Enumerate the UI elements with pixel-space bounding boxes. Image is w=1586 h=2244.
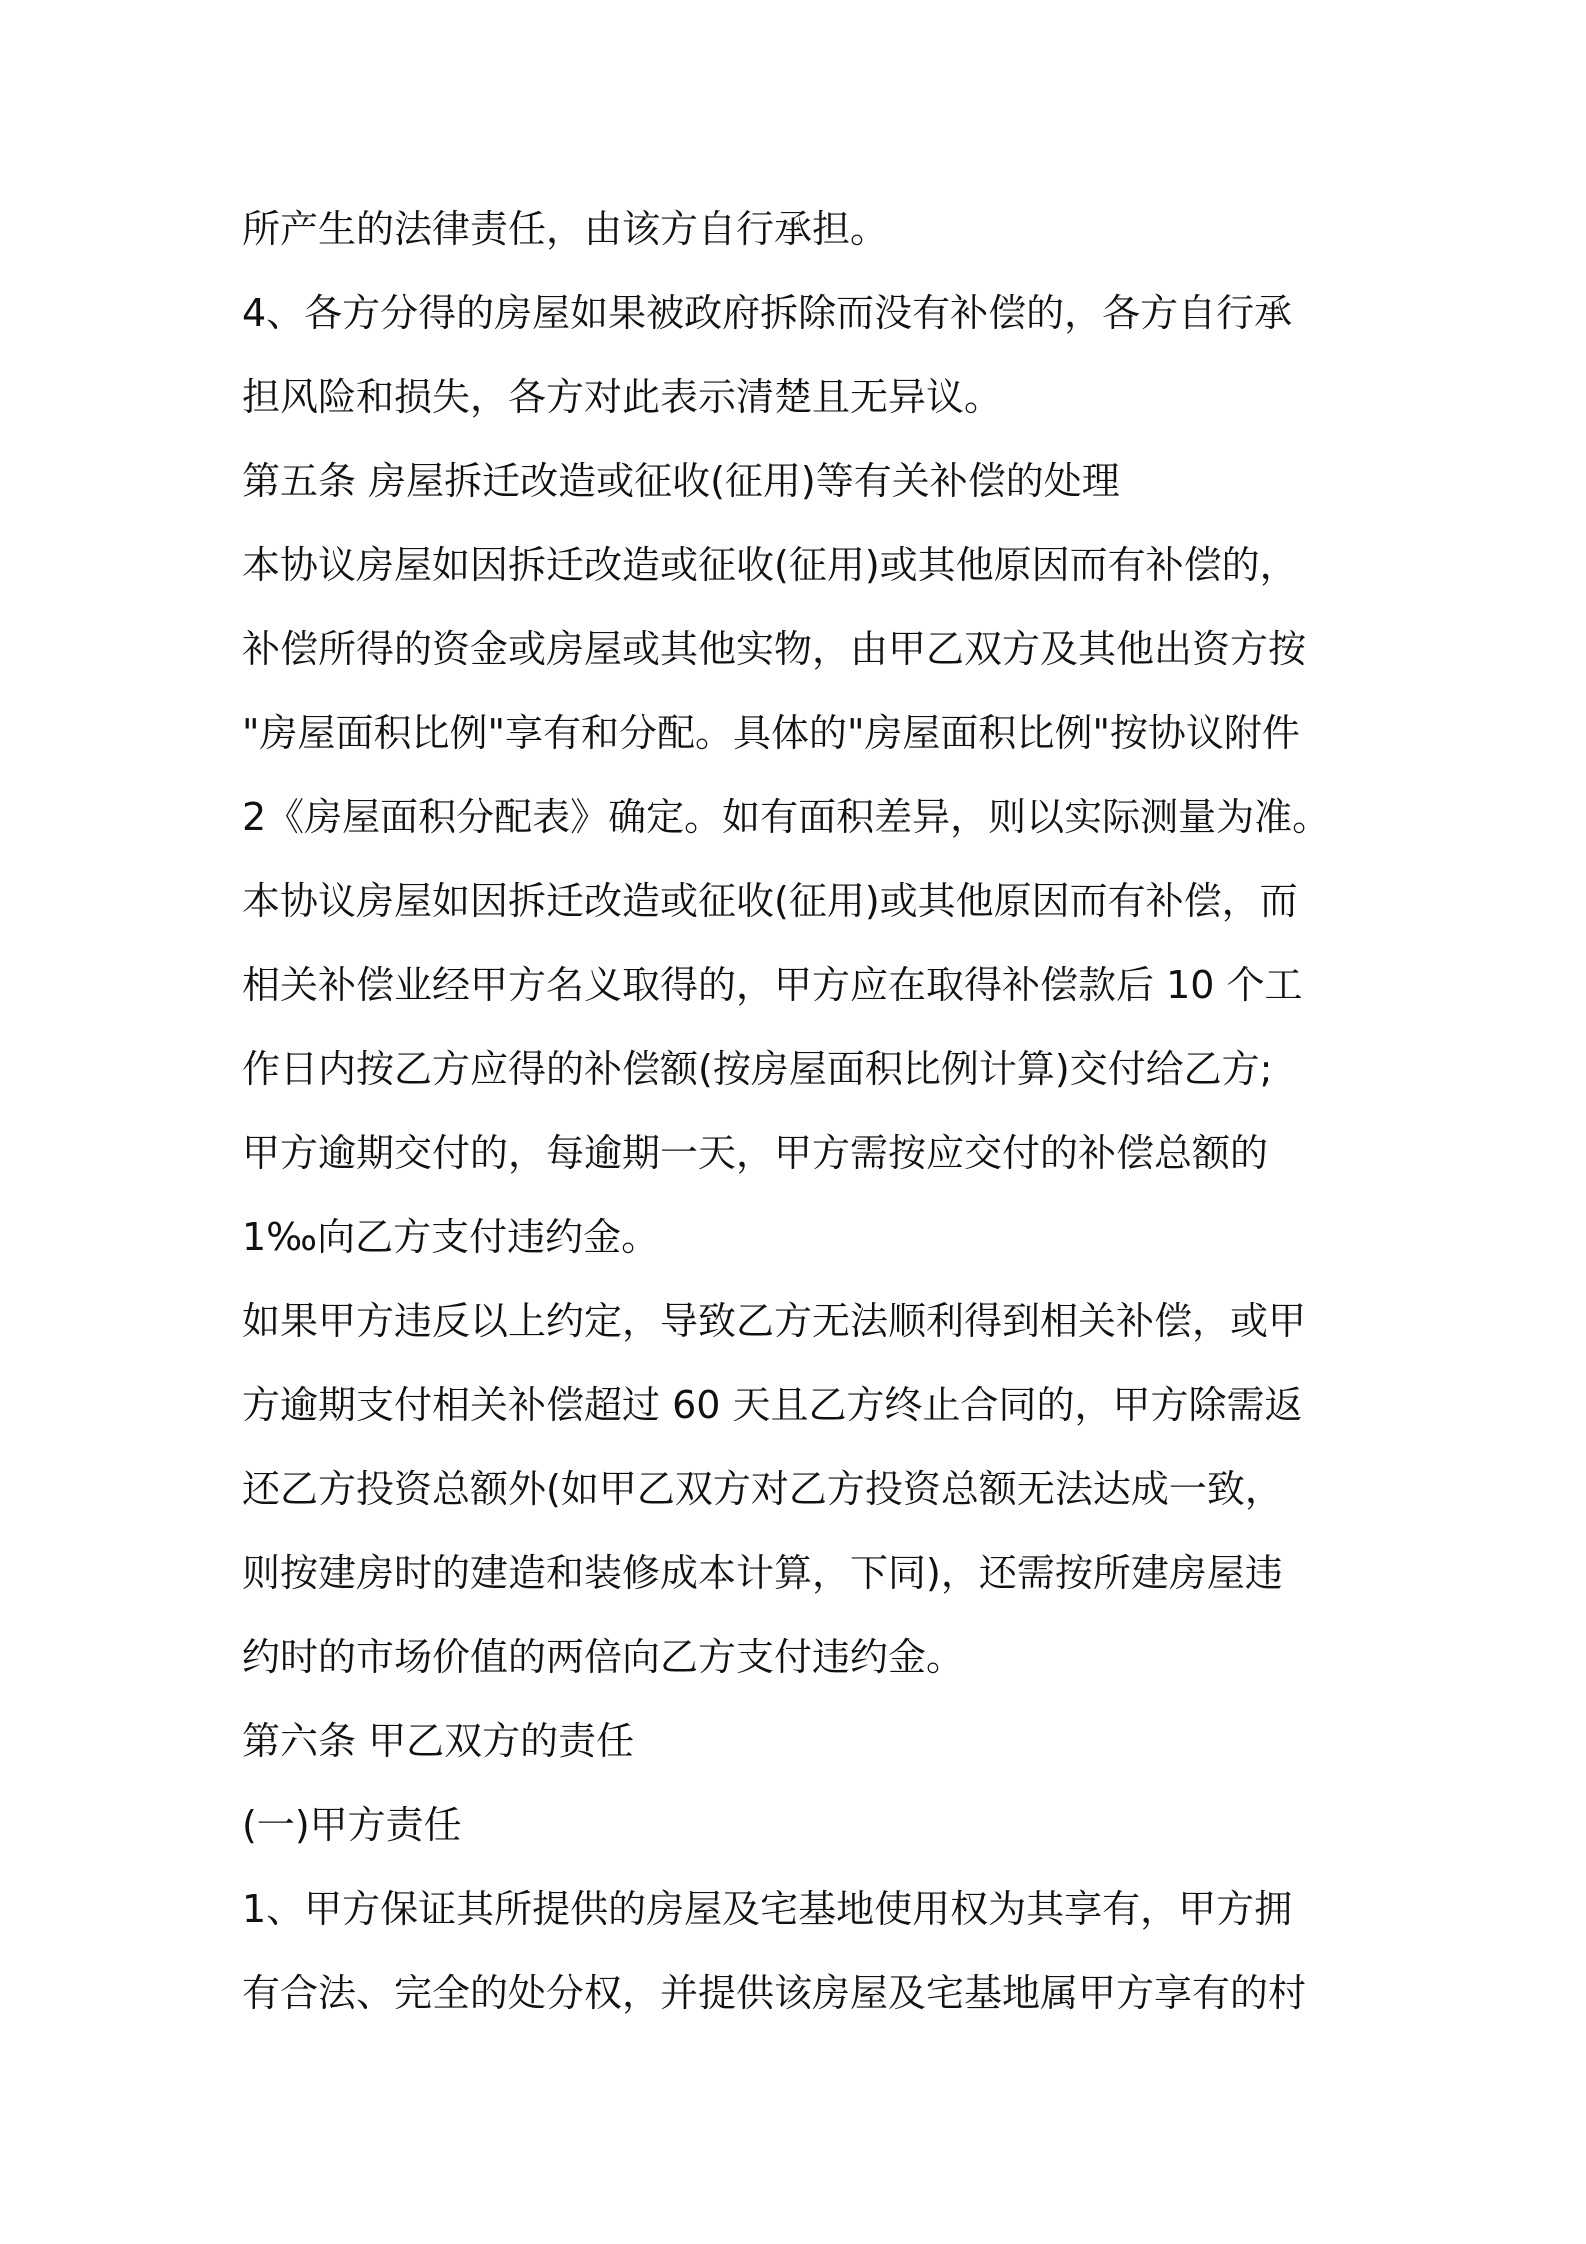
text-line-13: 1‰向乙方支付违约金。 <box>242 1215 660 1259</box>
text-line-22: 有合法、完全的处分权，并提供该房屋及宅基地属甲方享有的村 <box>242 1971 1307 2015</box>
text-line-15: 方逾期支付相关补偿超过 60 天且乙方终止合同的，甲方除需返 <box>242 1383 1303 1427</box>
text-line-21: 1、甲方保证其所提供的房屋及宅基地使用权为其享有，甲方拥 <box>242 1887 1293 1931</box>
text-line-17: 则按建房时的建造和装修成本计算，下同)，还需按所建房屋违 <box>242 1551 1283 1595</box>
text-line-12: 甲方逾期交付的，每逾期一天，甲方需按应交付的补偿总额的 <box>242 1131 1269 1175</box>
section-heading-6: 第六条 甲乙双方的责任 <box>242 1719 635 1763</box>
subsection-heading-1: (一)甲方责任 <box>242 1803 462 1847</box>
text-line-2: 4、各方分得的房屋如果被政府拆除而没有补偿的，各方自行承 <box>242 291 1293 335</box>
text-line-6: 补偿所得的资金或房屋或其他实物，由甲乙双方及其他出资方按 <box>242 627 1307 671</box>
text-line-14: 如果甲方违反以上约定，导致乙方无法顺利得到相关补偿，或甲 <box>242 1299 1307 1343</box>
text-line-7: "房屋面积比例"享有和分配。具体的"房屋面积比例"按协议附件 <box>242 711 1300 755</box>
text-line-16: 还乙方投资总额外(如甲乙双方对乙方投资总额无法达成一致， <box>242 1467 1283 1511</box>
text-line-8: 2《房屋面积分配表》确定。如有面积差异，则以实际测量为准。 <box>242 795 1331 839</box>
section-heading-5: 第五条 房屋拆迁改造或征收(征用)等有关补偿的处理 <box>242 459 1120 503</box>
text-line-3: 担风险和损失，各方对此表示清楚且无异议。 <box>242 375 1003 419</box>
text-line-10: 相关补偿业经甲方名义取得的，甲方应在取得补偿款后 10 个工 <box>242 963 1303 1007</box>
text-line-18: 约时的市场价值的两倍向乙方支付违约金。 <box>242 1635 965 1679</box>
text-line-5: 本协议房屋如因拆迁改造或征收(征用)或其他原因而有补偿的， <box>242 543 1298 587</box>
text-line-9: 本协议房屋如因拆迁改造或征收(征用)或其他原因而有补偿，而 <box>242 879 1298 923</box>
text-line-11: 作日内按乙方应得的补偿额(按房屋面积比例计算)交付给乙方; <box>242 1047 1273 1091</box>
text-line-1: 所产生的法律责任，由该方自行承担。 <box>242 207 889 251</box>
document-body <box>242 197 1362 2045</box>
